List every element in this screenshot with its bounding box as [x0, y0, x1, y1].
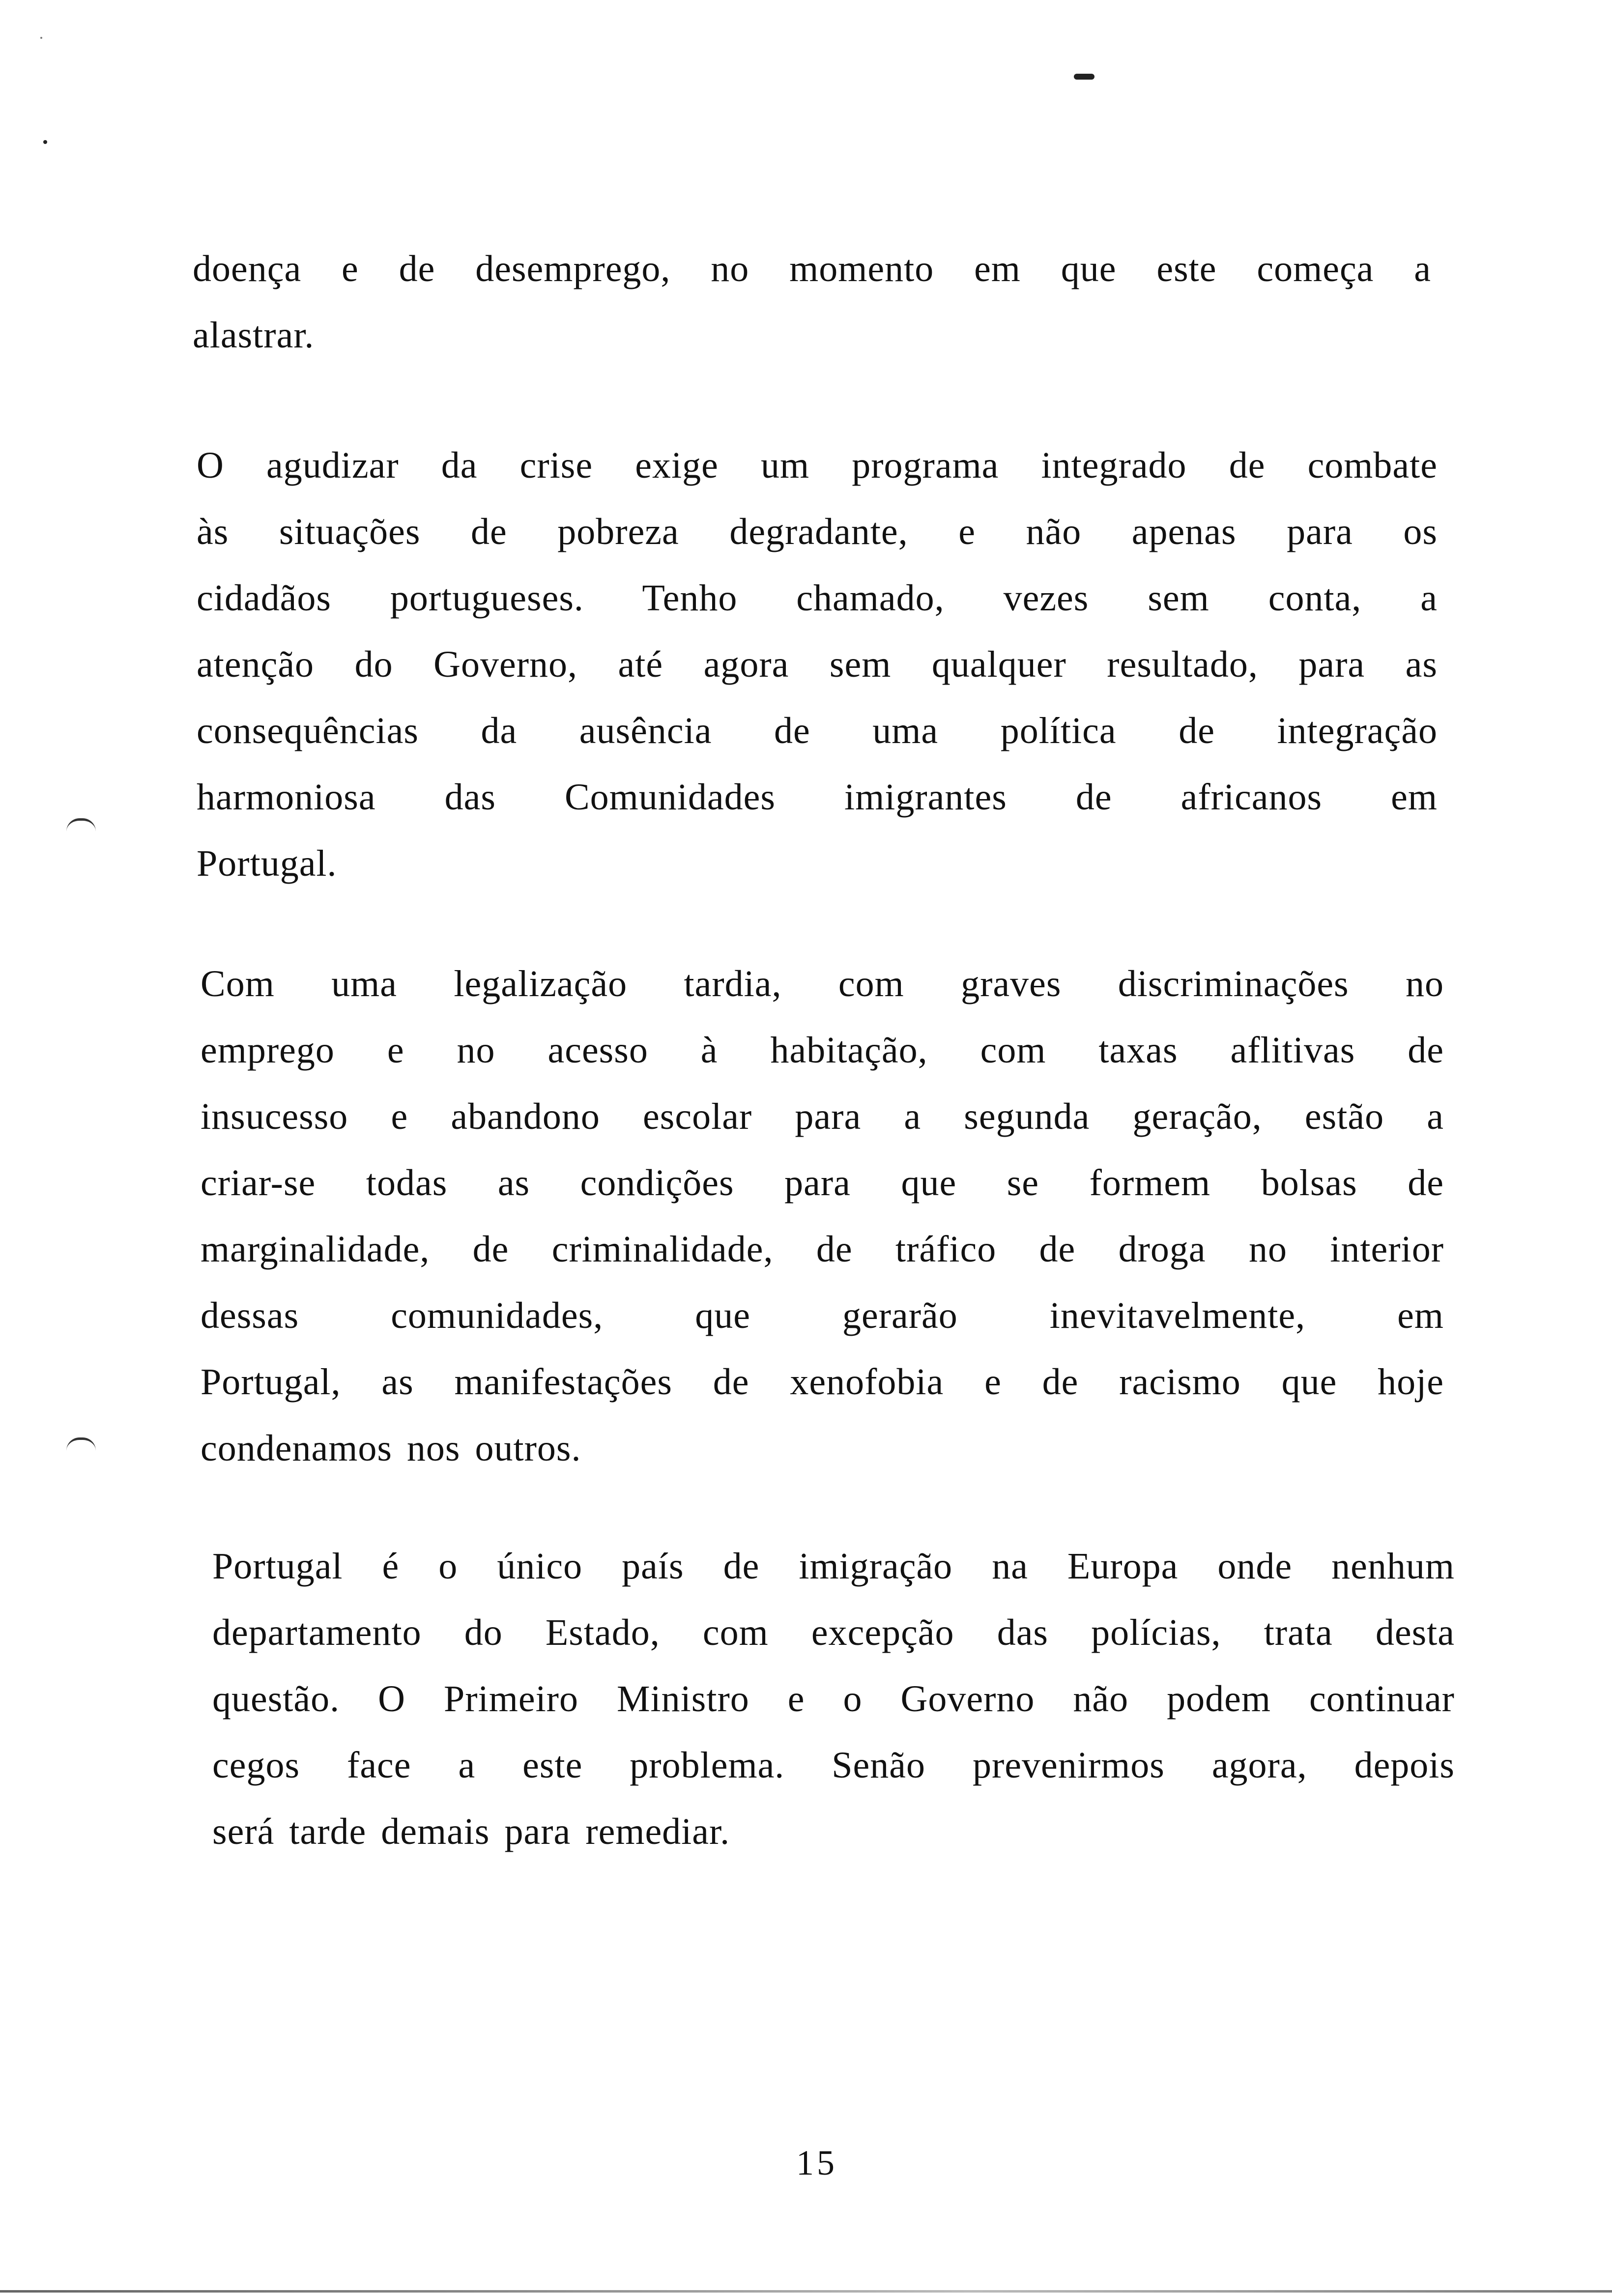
paragraph: [197, 432, 1438, 897]
margin-mark: [66, 1437, 96, 1451]
text-line: insucesso e abandono escolar para a segunda geração, estão a: [201, 1096, 1444, 1137]
text-line: Com uma legalização tardia, com graves discriminações no: [201, 963, 1444, 1004]
text-line: às situações de pobreza degradante, e não apenas para os: [197, 511, 1438, 552]
scan-speck: [43, 140, 47, 144]
scan-speck: [1074, 74, 1094, 80]
text-line: marginalidade, de criminalidade, de tráfico de droga no interior: [201, 1229, 1444, 1270]
text-line: O agudizar da crise exige um programa integrado de combate: [197, 445, 1438, 486]
text-line: alastrar.: [193, 315, 315, 356]
margin-mark: [66, 818, 96, 832]
text-line: cidadãos portugueses. Tenho chamado, vezes sem conta, a: [197, 577, 1438, 619]
text-line: Portugal é o único país de imigração na Europa onde nenhum: [212, 1546, 1455, 1587]
text-line: cegos face a este problema. Senão prevenirmos agora, depois: [212, 1745, 1455, 1786]
text-line: consequências da ausência de uma política de integração: [197, 710, 1438, 751]
text-line: será tarde demais para remediar.: [212, 1811, 730, 1852]
text-line: condenamos nos outros.: [201, 1428, 581, 1469]
text-line: atenção do Governo, até agora sem qualquer resultado, para as: [197, 644, 1438, 685]
paragraph: [193, 236, 1431, 369]
text-line: dessas comunidades, que gerarão inevitavelmente, em: [201, 1295, 1444, 1336]
text-line: emprego e no acesso à habitação, com taxas aflitivas de: [201, 1030, 1444, 1071]
text-line: doença e de desemprego, no momento em que este começa a: [193, 248, 1431, 289]
text-line: departamento do Estado, com excepção das polícias, trata desta: [212, 1612, 1455, 1653]
text-line: questão. O Primeiro Ministro e o Governo não podem continuar: [212, 1678, 1455, 1720]
text-line: criar-se todas as condições para que se formem bolsas de: [201, 1162, 1444, 1204]
text-line: Portugal.: [197, 843, 337, 884]
page-number: 15: [796, 2143, 837, 2182]
paragraph: [201, 951, 1444, 1482]
text-line: Portugal, as manifestações de xenofobia e de racismo que hoje: [201, 1361, 1444, 1403]
paragraph: [212, 1533, 1455, 1865]
bottom-rule: [0, 2290, 1612, 2293]
text-line: harmoniosa das Comunidades imigrantes de africanos em: [197, 776, 1438, 818]
scan-speck: [40, 37, 42, 39]
